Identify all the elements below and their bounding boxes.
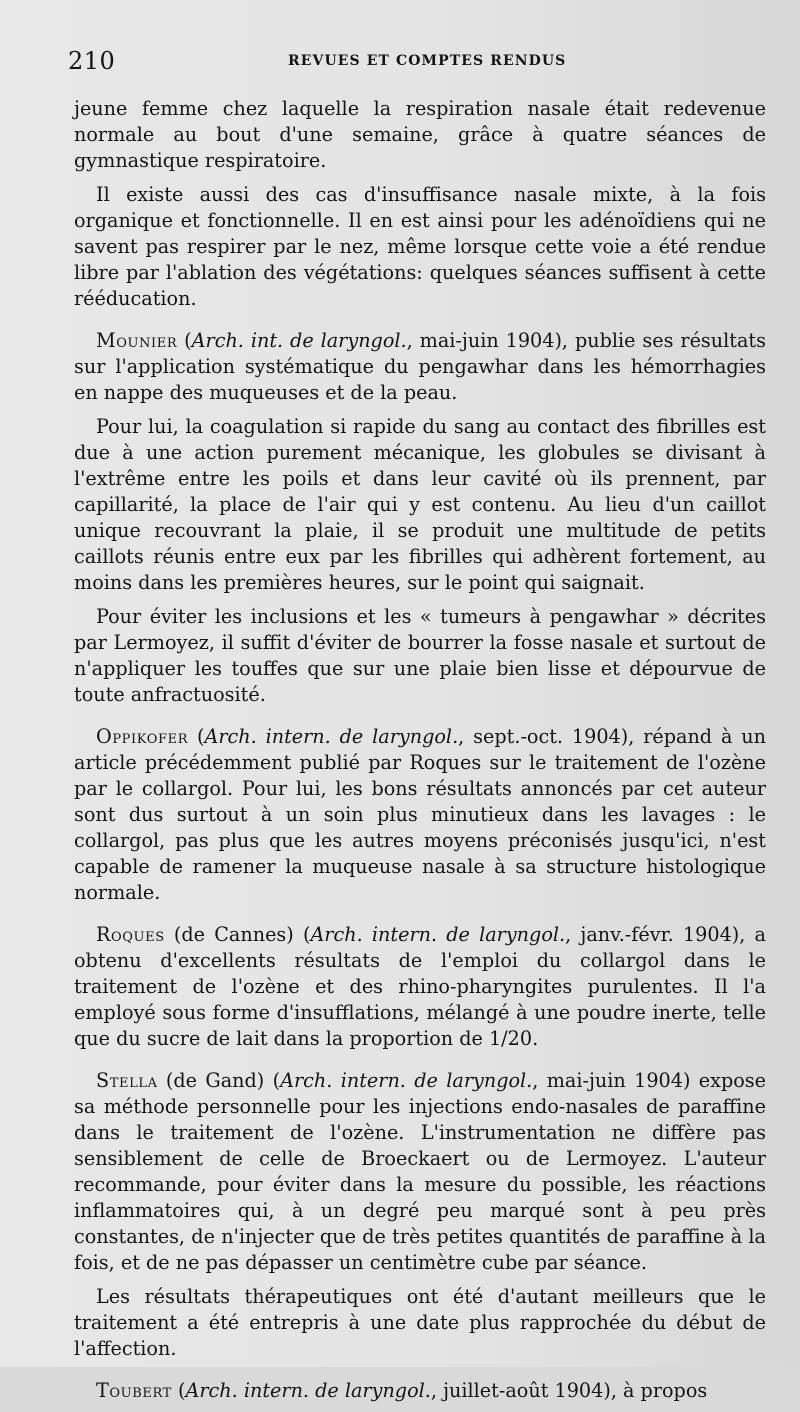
author-affiliation: (de Gand) bbox=[157, 1069, 273, 1092]
section-gap bbox=[74, 1370, 766, 1378]
paragraph-text: , juillet-août 1904), à propos bbox=[430, 1379, 708, 1402]
paragraph-text: , sept.-oct. 1904), répand à un article précédemment publié par Roques sur le traitement de l'ozène par le collargol. Pour lui, les bons résultats annoncés par cet auteur sont dus surtout à un soin plus minutieux dans les lavages : le collargol, pas plus que les autres moyens préconisés jusqu'ici, n'est capable de ramener la muqueuse nasale à sa structure histologique normale. bbox=[74, 725, 766, 904]
review-entry-roques bbox=[74, 922, 766, 1052]
running-title: REVUES ET COMPTES RENDUS bbox=[288, 53, 567, 69]
journal-title: Arch. intern. de laryngol. bbox=[185, 1379, 431, 1402]
paragraph-text: , janv.-févr. 1904), a obtenu d'excellents résultats de l'emploi du collargol dans le traitement de l'ozène et des rhino-pharyngites purulentes. Il l'a employé sous forme d'insufflations, mélangé à une poudre inerte, telle que du sucre de lait dans la proportion de 1/20. bbox=[74, 923, 766, 1050]
paragraph-text: Pour éviter les inclusions et les « tumeurs à pengawhar » décrites par Lermoyez, il suffit d'éviter de bourrer la fosse nasale et surtout de n'appliquer les touffes que sur une plaie bien lisse et dépourvue de toute anfractuosité. bbox=[74, 605, 766, 706]
paragraph bbox=[74, 96, 766, 174]
paragraph bbox=[74, 604, 766, 708]
section-gap bbox=[74, 1060, 766, 1068]
open-paren: ( bbox=[272, 1069, 281, 1092]
journal-title: Arch. intern. de laryngol. bbox=[310, 923, 566, 946]
author-name: Mounier bbox=[96, 329, 178, 352]
paragraph bbox=[74, 182, 766, 312]
review-entry-toubert bbox=[74, 1378, 766, 1404]
paragraph-text: , mai-juin 1904), publie ses résultats sur l'application systématique du pengawhar dans les hémorrhagies en nappe des muqueuses et de la peau. bbox=[74, 329, 766, 404]
paragraph-text: Pour lui, la coagulation si rapide du sang au contact des fibrilles est due à une action purement mécanique, les globules se divisant à l'extrême entre les poils et dans leur cavité où ils prennent, par capillarité, la place de l'air qui y est contenu. Au lieu d'un caillot unique recouvrant la plaie, il se produit une multitude de petits caillots réunis entre eux par les fibrilles qui adhèrent fortement, au moins dans les premières heures, sur le point qui saignait. bbox=[74, 415, 766, 594]
journal-title: Arch. int. de laryngol. bbox=[191, 329, 407, 352]
section-gap bbox=[74, 914, 766, 922]
author-affiliation: (de Cannes) bbox=[164, 923, 303, 946]
open-paren: ( bbox=[184, 329, 192, 352]
paragraph-text: Il existe aussi des cas d'insuffisance nasale mixte, à la fois organique et fonctionnelle. Il en est ainsi pour les adénoïdiens qui ne savent pas respirer par le nez, même lorsque cette voie a été rendue libre par l'ablation des végétations: quelques séances suffisent à cette rééducation. bbox=[74, 183, 766, 310]
author-name: Roques bbox=[96, 923, 165, 946]
paragraph-text: , mai-juin 1904) expose sa méthode personnelle pour les injections endo-nasales de paraffine dans le traitement de l'ozène. L'instrumentation ne diffère pas sensiblement de celle de Broeckaert ou de Lermoyez. L'auteur recommande, pour éviter dans la mesure du possible, les réactions inflammatoires qui, à un degré peu marqué sont à peu près constantes, de n'injecter que de très petites quantités de paraffine à la fois, et de ne pas dépasser un centimètre cube par séance. bbox=[74, 1069, 766, 1274]
open-paren: ( bbox=[302, 923, 311, 946]
open-paren: ( bbox=[196, 725, 205, 748]
paragraph bbox=[74, 414, 766, 596]
page-header bbox=[68, 44, 760, 78]
review-entry-oppikofer bbox=[74, 724, 766, 906]
open-paren: ( bbox=[178, 1379, 186, 1402]
paragraph-text: jeune femme chez laquelle la respiration nasale était redevenue normale au bout d'une semaine, grâce à quatre séances de gymnastique respiratoire. bbox=[74, 97, 766, 172]
journal-title: Arch. intern. de laryngol. bbox=[204, 725, 459, 748]
section-gap bbox=[74, 716, 766, 724]
paragraph bbox=[74, 1284, 766, 1362]
journal-title: Arch. intern. de laryngol. bbox=[280, 1069, 533, 1092]
author-name: Toubert bbox=[96, 1379, 172, 1402]
author-name: Oppikofer bbox=[96, 725, 189, 748]
author-name: Stella bbox=[96, 1069, 158, 1092]
review-entry-mounier bbox=[74, 328, 766, 406]
review-entry-stella bbox=[74, 1068, 766, 1276]
section-gap bbox=[74, 320, 766, 328]
page-number: 210 bbox=[68, 47, 116, 75]
article-body bbox=[74, 96, 766, 1412]
paragraph-text: Les résultats thérapeutiques ont été d'autant meilleurs que le traitement a été entrepris à une date plus rapprochée du début de l'affection. bbox=[74, 1285, 766, 1360]
